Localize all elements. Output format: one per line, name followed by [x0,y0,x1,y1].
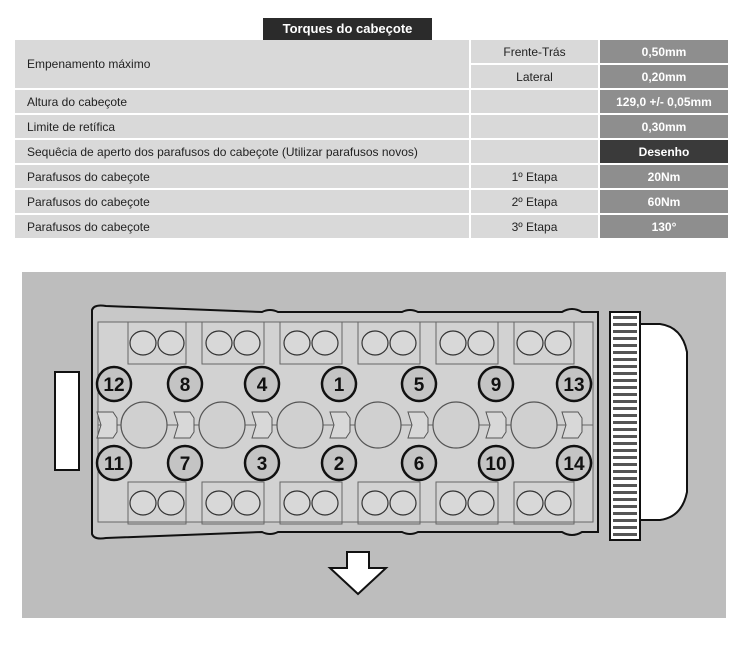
row-value: 130° [599,214,728,239]
valve-oval [234,491,260,515]
valve-oval [206,491,232,515]
valve-oval [158,331,184,355]
front-direction-arrow-icon [330,552,386,594]
gear-tooth [613,393,637,396]
valve-oval [234,331,260,355]
valve-oval [362,491,388,515]
bolt-number: 9 [490,375,502,396]
valve-oval [390,331,416,355]
valve-oval [468,331,494,355]
valve-oval [206,331,232,355]
gear-tooth [613,358,637,361]
gear-tooth [613,344,637,347]
gear-tooth [613,365,637,368]
bolt-number: 13 [563,375,585,396]
gear-tooth [613,519,637,522]
gear-tooth [613,400,637,403]
valve-oval [440,491,466,515]
valve-oval [312,331,338,355]
valve-oval [390,491,416,515]
bolt-number: 1 [333,375,345,396]
row-mid: 2º Etapa [470,189,599,214]
valve-oval [545,331,571,355]
row-mid [470,139,599,164]
bolt-number: 3 [256,454,268,475]
row-mid [470,114,599,139]
bolt-number: 2 [333,454,345,475]
row-mid: 3º Etapa [470,214,599,239]
gear-tooth [613,414,637,417]
right-end-cap [640,324,687,520]
table-row [15,164,728,189]
gear-tooth [613,442,637,445]
table-row [15,189,728,214]
gear-tooth [613,456,637,459]
gear-tooth [613,505,637,508]
gear-tooth [613,428,637,431]
valve-oval [517,331,543,355]
row-value: Desenho [599,139,728,164]
gear-tooth [613,463,637,466]
table-row [15,114,728,139]
valve-oval [517,491,543,515]
gear-tooth [613,498,637,501]
gear-tooth [613,421,637,424]
torque-spec-table [15,40,728,240]
valve-oval [312,491,338,515]
table-row [15,139,728,164]
warpage-front-rear-label: Frente-Trás [470,40,599,64]
row-label: Sequêcia de aperto dos parafusos do cabeçote (Utilizar parafusos novos) [15,139,470,164]
warpage-label: Empenamento máximo [15,40,470,89]
valve-oval [284,491,310,515]
row-label: Parafusos do cabeçote [15,214,470,239]
gear-tooth [613,526,637,529]
gear-tooth [613,435,637,438]
bolt-number: 10 [485,454,507,475]
bolt-number: 8 [179,375,191,396]
gear-tooth [613,372,637,375]
table-row [15,214,728,239]
gear-tooth [613,316,637,319]
gear-tooth [613,337,637,340]
gear-tooth [613,477,637,480]
gear-tooth [613,386,637,389]
gear-tooth [613,470,637,473]
bolt-number: 5 [413,375,425,396]
bolt-number: 12 [103,375,125,396]
row-label: Altura do cabeçote [15,89,470,114]
valve-oval [130,331,156,355]
valve-oval [362,331,388,355]
valve-oval [158,491,184,515]
combustion-chamber [199,402,245,448]
cylinder-head-diagram [22,272,726,618]
combustion-chamber [511,402,557,448]
gear-tooth [613,533,637,536]
gear-tooth [613,330,637,333]
bolt-number: 4 [256,375,268,396]
bolt-number: 7 [179,454,191,475]
row-value: 0,30mm [599,114,728,139]
gear-tooth [613,323,637,326]
row-label: Limite de retífica [15,114,470,139]
valve-oval [130,491,156,515]
row-label: Parafusos do cabeçote [15,189,470,214]
warpage-front-rear-value: 0,50mm [599,40,728,64]
warpage-lateral-value: 0,20mm [599,64,728,89]
valve-oval [284,331,310,355]
row-label: Parafusos do cabeçote [15,164,470,189]
gear-tooth [613,491,637,494]
cylinder-head-svg [22,272,726,618]
bolt-number: 11 [103,454,125,475]
gear-tooth [613,449,637,452]
row-value: 129,0 +/- 0,05mm [599,89,728,114]
combustion-chamber [433,402,479,448]
combustion-chamber [121,402,167,448]
gear-tooth [613,379,637,382]
row-value: 20Nm [599,164,728,189]
left-end-block [55,372,79,470]
bolt-number: 6 [413,454,425,475]
valve-oval [468,491,494,515]
table-title: Torques do cabeçote [263,18,432,40]
row-value: 60Nm [599,189,728,214]
row-mid [470,89,599,114]
gear-tooth [613,407,637,410]
bolt-number: 14 [563,454,585,475]
table-row [15,89,728,114]
combustion-chamber [355,402,401,448]
valve-oval [440,331,466,355]
gear-tooth [613,351,637,354]
combustion-chamber [277,402,323,448]
row-mid: 1º Etapa [470,164,599,189]
gear-tooth [613,484,637,487]
valve-oval [545,491,571,515]
gear-tooth [613,512,637,515]
warpage-lateral-label: Lateral [470,64,599,89]
table-row [15,40,728,64]
